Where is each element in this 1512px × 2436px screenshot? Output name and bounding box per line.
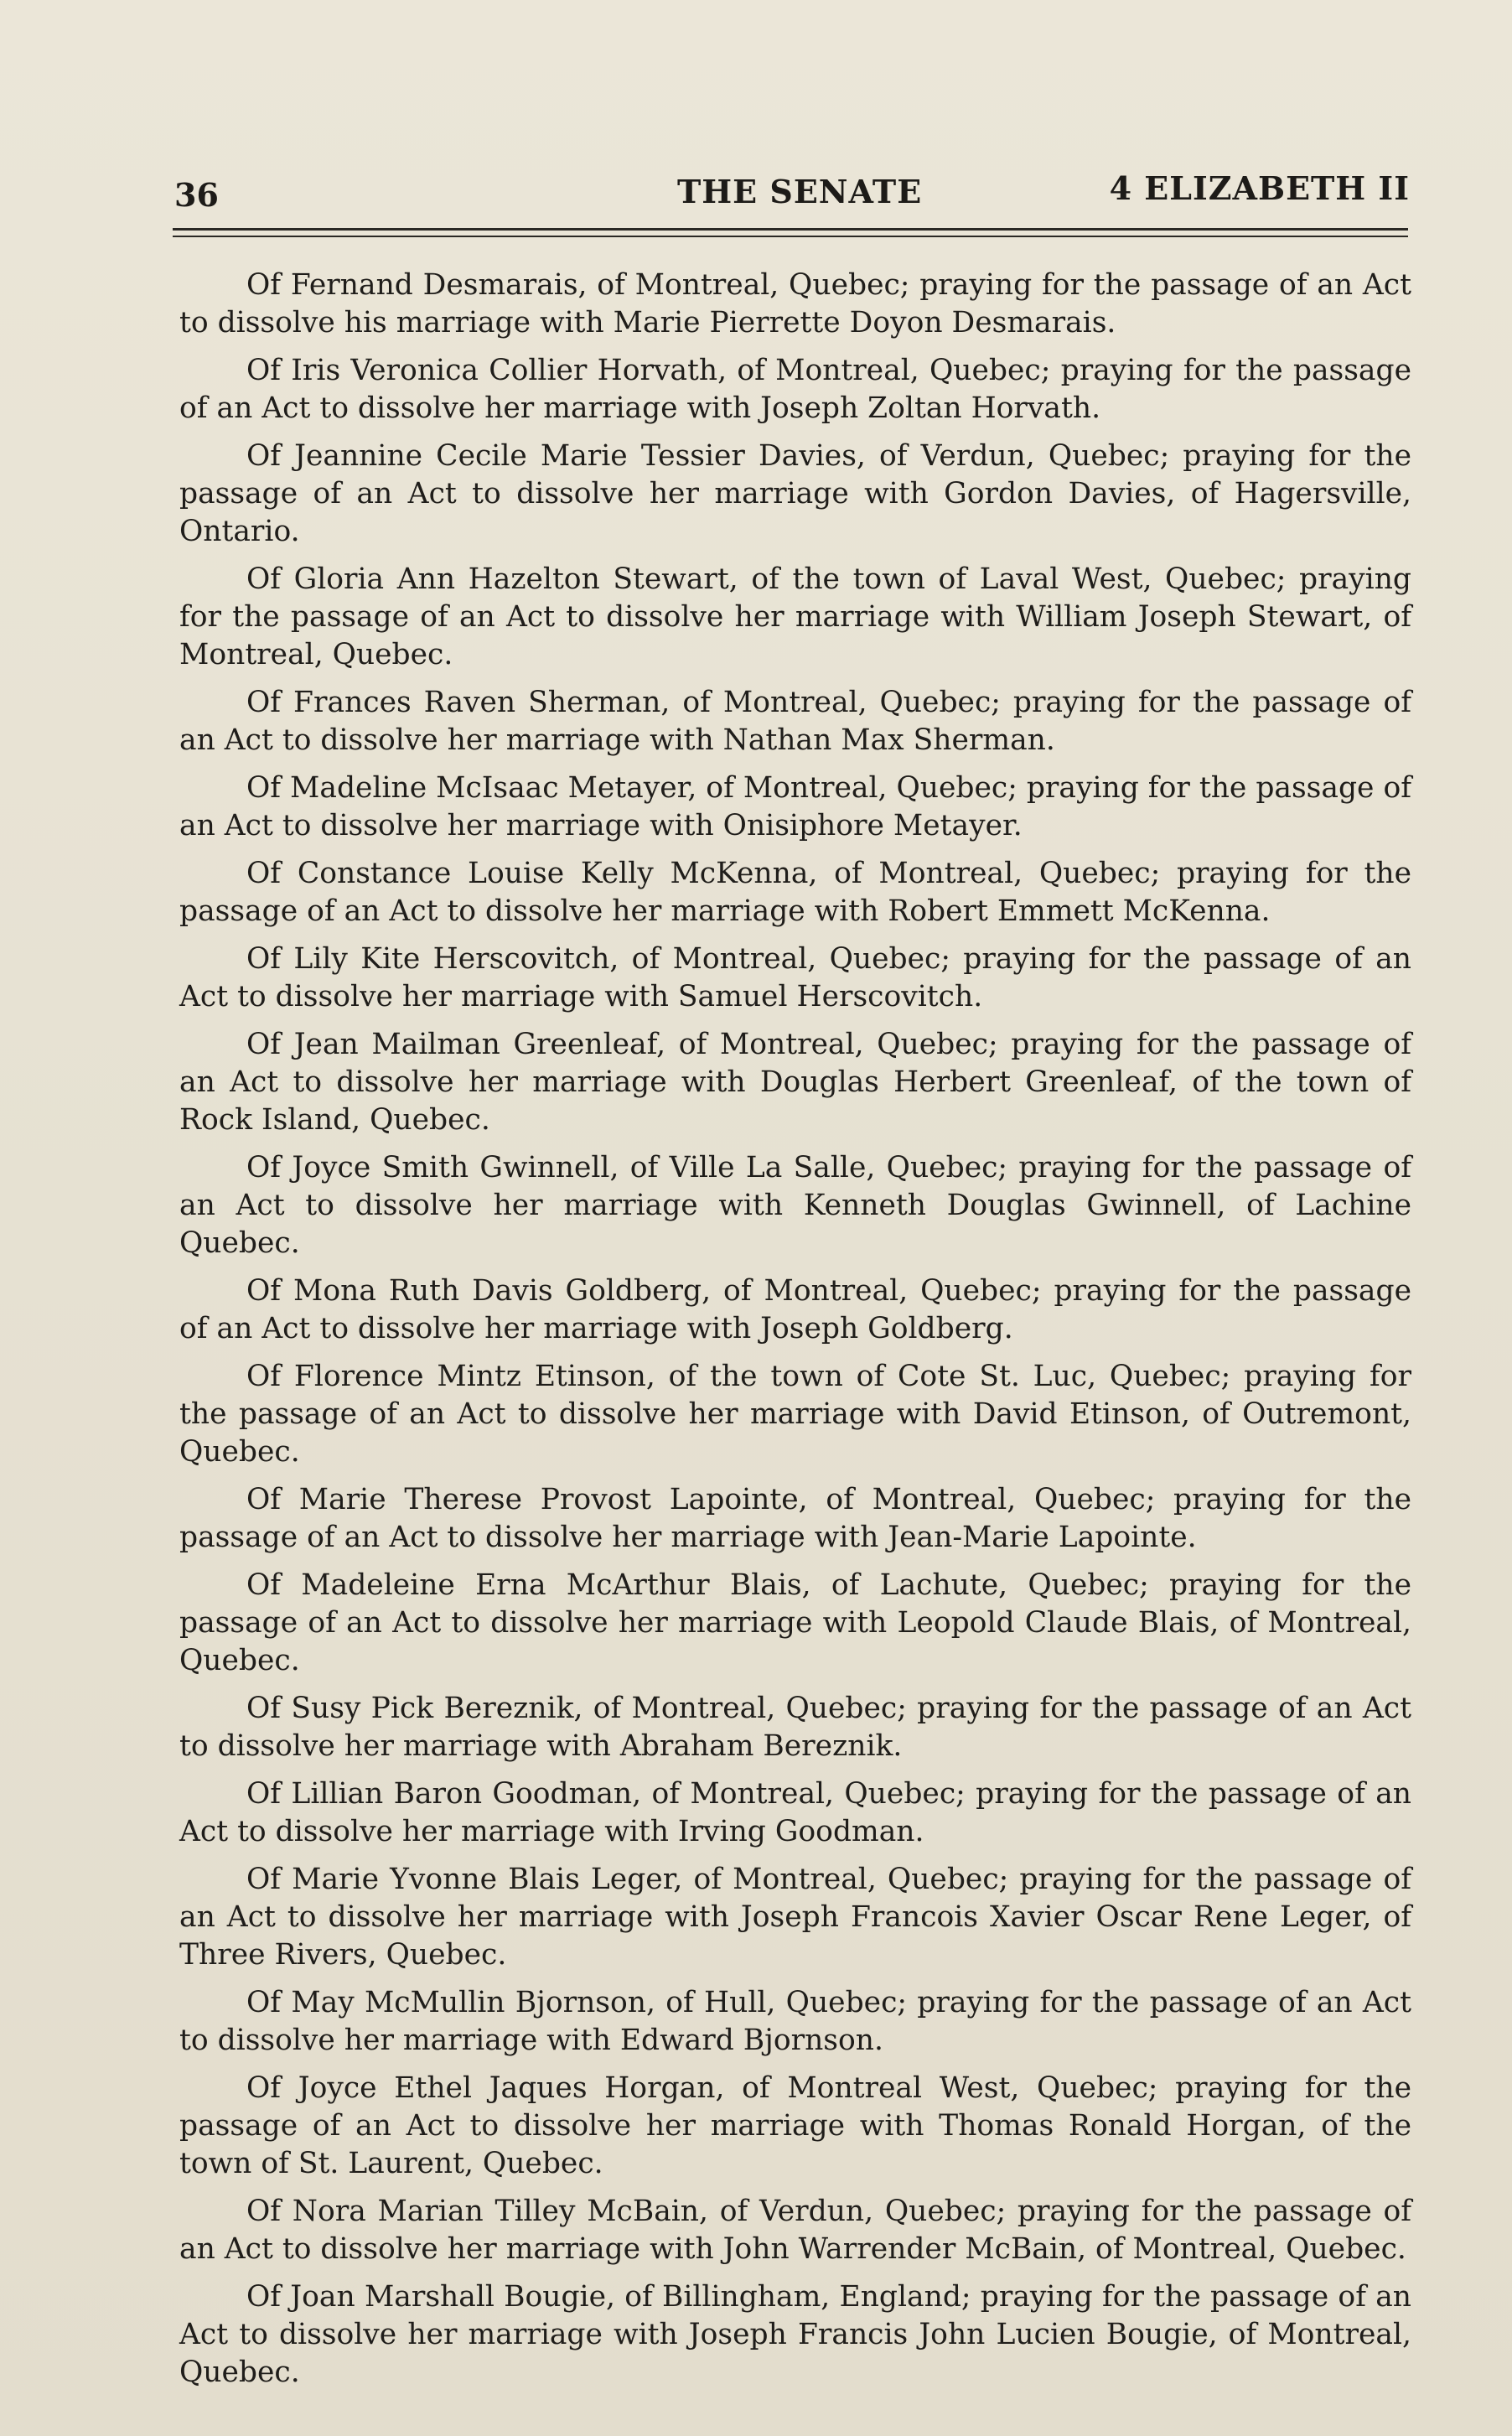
petition-paragraph: Of Joan Marshall Bougie, of Billingham, England; praying for the passage of an Act to dissolve her marriage with Joseph Francis John Lucien Bougie, of Montreal, Quebec.: [179, 2280, 1411, 2389]
petition-paragraph: Of Joyce Ethel Jaques Horgan, of Montreal West, Quebec; praying for the passage of an Act to dissolve her marriage with Thomas Ronald Horgan, of the town of St. Laurent, Quebec.: [179, 2071, 1411, 2180]
petition-paragraph: Of Iris Veronica Collier Horvath, of Montreal, Quebec; praying for the passage of an Act to dissolve her marriage with Joseph Zoltan Horvath.: [179, 354, 1411, 425]
petition-paragraph: Of Marie Therese Provost Lapointe, of Montreal, Quebec; praying for the passage of an Act to dissolve her marriage with Jean-Marie Lapointe.: [179, 1483, 1411, 1554]
petition-paragraph: Of Lily Kite Herscovitch, of Montreal, Quebec; praying for the passage of an Act to dissolve her marriage with Samuel Herscovitch.: [179, 942, 1411, 1013]
petition-paragraph: Of Mona Ruth Davis Goldberg, of Montreal, Quebec; praying for the passage of an Act to dissolve her marriage with Joseph Goldberg.: [179, 1274, 1411, 1345]
petition-paragraph: Of Joyce Smith Gwinnell, of Ville La Salle, Quebec; praying for the passage of an Act to dissolve her marriage with Kenneth Douglas Gwinnell, of Lachine Quebec.: [179, 1151, 1411, 1260]
petition-paragraph: Of Nora Marian Tilley McBain, of Verdun, Quebec; praying for the passage of an Act to dissolve her marriage with John Warrender McBain, of Montreal, Quebec.: [179, 2195, 1411, 2266]
petition-paragraph: Of Madeleine Erna McArthur Blais, of Lachute, Quebec; praying for the passage of an Act to dissolve her marriage with Leopold Claude Blais, of Montreal, Quebec.: [179, 1568, 1411, 1677]
header-rule-bottom: [173, 236, 1408, 237]
petition-paragraph: Of Madeline McIsaac Metayer, of Montreal, Quebec; praying for the passage of an Act to dissolve her marriage with Onisiphore Metayer.: [179, 771, 1411, 842]
petition-paragraph: Of Frances Raven Sherman, of Montreal, Quebec; praying for the passage of an Act to dissolve her marriage with Nathan Max Sherman.: [179, 686, 1411, 757]
regnal-year: 4 ELIZABETH II: [1109, 169, 1410, 207]
petition-paragraph: Of Constance Louise Kelly McKenna, of Montreal, Quebec; praying for the passage of an Act to dissolve her marriage with Robert Emmett McKenna.: [179, 857, 1411, 928]
header-rule-top: [173, 228, 1408, 231]
petition-paragraph: Of Florence Mintz Etinson, of the town of Cote St. Luc, Quebec; praying for the passage of an Act to dissolve her marriage with David Etinson, of Outremont, Quebec.: [179, 1360, 1411, 1469]
petition-paragraph: Of Susy Pick Bereznik, of Montreal, Quebec; praying for the passage of an Act to dissolve her marriage with Abraham Bereznik.: [179, 1692, 1411, 1763]
petition-paragraph: Of Lillian Baron Goodman, of Montreal, Quebec; praying for the passage of an Act to dissolve her marriage with Irving Goodman.: [179, 1777, 1411, 1848]
petition-paragraph: Of Fernand Desmarais, of Montreal, Quebec; praying for the passage of an Act to dissolve his marriage with Marie Pierrette Doyon Desmarais.: [179, 268, 1411, 339]
petition-paragraph: Of Gloria Ann Hazelton Stewart, of the town of Laval West, Quebec; praying for the passage of an Act to dissolve her marriage with William Joseph Stewart, of Montreal, Quebec.: [179, 562, 1411, 671]
petition-paragraph: Of Marie Yvonne Blais Leger, of Montreal, Quebec; praying for the passage of an Act to dissolve her marriage with Joseph Francois Xavier Oscar Rene Leger, of Three Rivers, Quebec.: [179, 1863, 1411, 1972]
petition-paragraph: Of Jean Mailman Greenleaf, of Montreal, Quebec; praying for the passage of an Act to dissolve her marriage with Douglas Herbert Greenleaf, of the town of Rock Island, Quebec.: [179, 1028, 1411, 1137]
page-number: 36: [174, 176, 219, 214]
petition-paragraph: Of May McMullin Bjornson, of Hull, Quebec; praying for the passage of an Act to dissolve her marriage with Edward Bjornson.: [179, 1986, 1411, 2057]
petition-list: [179, 267, 1411, 2402]
petition-paragraph: Of Jeannine Cecile Marie Tessier Davies, of Verdun, Quebec; praying for the passage of an Act to dissolve her marriage with Gordon Davies, of Hagersville, Ontario.: [179, 439, 1411, 548]
running-title: THE SENATE: [677, 173, 923, 210]
running-header: [174, 166, 1410, 216]
